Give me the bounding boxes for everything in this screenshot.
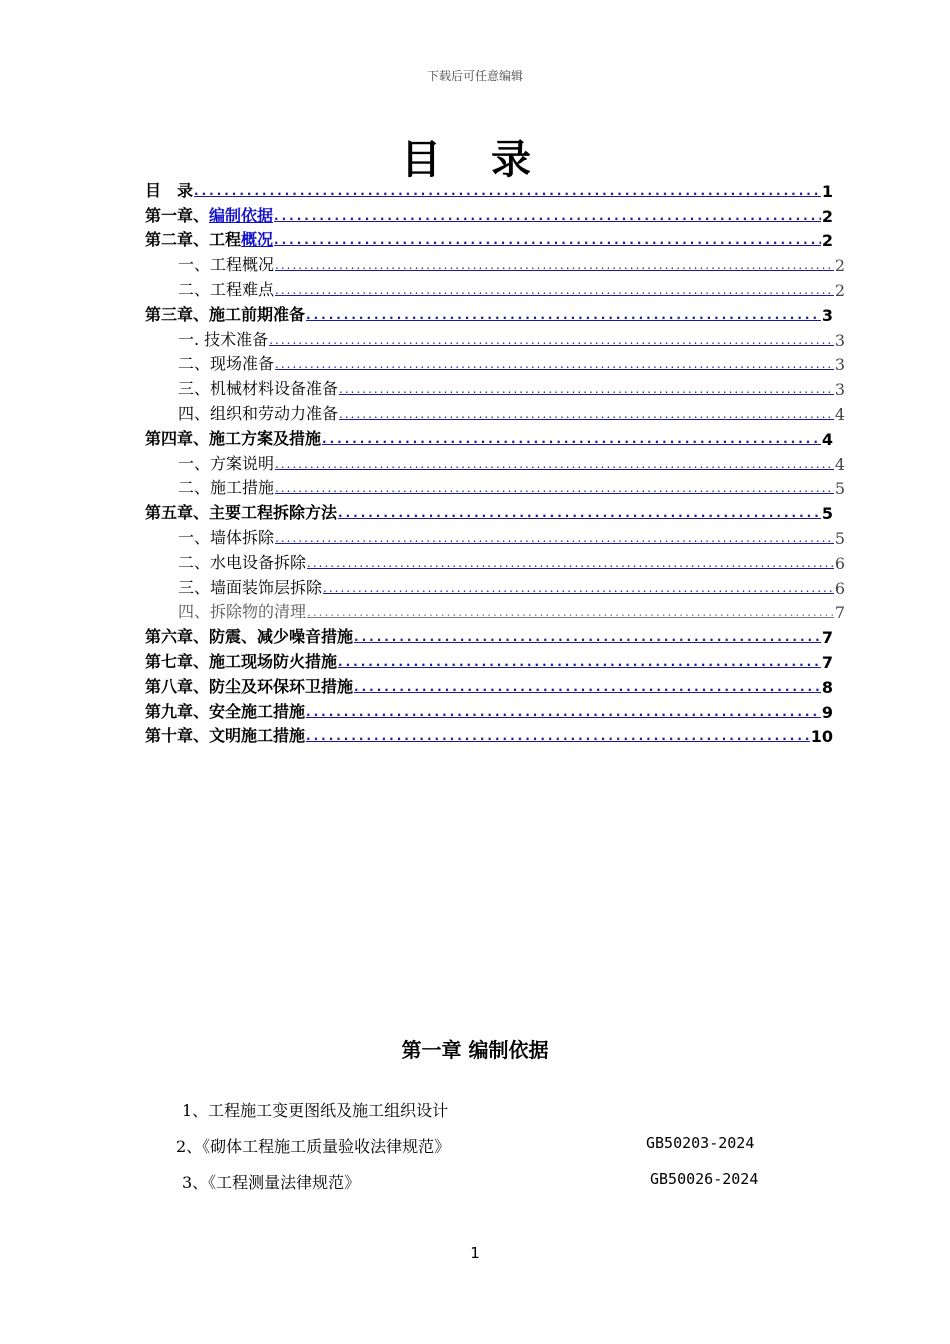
- standard-code: GB50026-2024: [650, 1170, 759, 1188]
- toc-entry-label: [178, 376, 338, 399]
- toc-leader-dots: [275, 455, 834, 470]
- toc-leader-dots: [307, 603, 834, 618]
- toc-leader-dots: [338, 653, 821, 668]
- toc-entry-label: [178, 451, 274, 474]
- toc-entry-label: [145, 500, 337, 523]
- toc-entry-text: 一、方案说明: [178, 453, 275, 473]
- toc-entry-label: [145, 426, 321, 449]
- basis-item-2: [176, 1134, 755, 1157]
- toc-entry-text: 目 录: [145, 180, 194, 200]
- toc-entry-text: 第九章、安全施工措施: [145, 701, 306, 721]
- toc-entry[interactable]: [145, 498, 833, 523]
- toc-entry[interactable]: [145, 573, 845, 598]
- toc-entry-label: [178, 525, 274, 548]
- toc-entry-page: 3: [834, 330, 845, 350]
- toc-entry-text: 第三章、施工前期准备: [145, 304, 306, 324]
- toc-leader-dots: [274, 207, 821, 222]
- toc-entry[interactable]: [145, 201, 833, 226]
- toc-entry-text: 二、工程难点: [178, 279, 275, 299]
- table-of-contents: [145, 176, 845, 746]
- toc-entry-text: 一. 技术准备: [178, 329, 269, 349]
- toc-entry[interactable]: [145, 474, 845, 499]
- toc-entry-text: 三、机械材料设备准备: [178, 379, 339, 399]
- toc-entry[interactable]: [145, 622, 833, 647]
- toc-entry-label: [178, 351, 274, 374]
- toc-entry-label: [145, 624, 353, 647]
- toc-entry[interactable]: [145, 176, 833, 201]
- toc-entry-label: [145, 649, 337, 672]
- toc-entry-page: 3: [821, 305, 833, 325]
- toc-leader-dots: [354, 628, 821, 643]
- toc-entry[interactable]: [145, 672, 833, 697]
- basis-item-text: 3、《工程测量法律规范》: [182, 1173, 361, 1192]
- toc-entry-label: [178, 327, 268, 350]
- toc-leader-dots: [275, 479, 834, 494]
- toc-entry[interactable]: [145, 647, 833, 672]
- toc-entry-text: 一、工程概况: [178, 255, 275, 275]
- toc-entry-label: [178, 599, 306, 622]
- toc-entry-label: [178, 252, 274, 275]
- toc-entry-text: 二、现场准备: [178, 354, 275, 374]
- toc-entry[interactable]: [145, 722, 833, 747]
- toc-entry-label: [145, 723, 305, 746]
- basis-item-text: 1、工程施工变更图纸及施工组织设计: [182, 1101, 449, 1120]
- toc-entry-label: [178, 277, 274, 300]
- toc-entry-label: [178, 401, 338, 424]
- toc-entry-link[interactable]: 概况: [241, 230, 274, 250]
- standard-code: GB50203-2024: [646, 1134, 755, 1152]
- basis-item-1: [182, 1098, 448, 1121]
- toc-entry-label: [145, 227, 273, 250]
- toc-entry[interactable]: [145, 449, 845, 474]
- toc-entry-text: 二、施工措施: [178, 478, 275, 498]
- basis-item-text: 2、《砌体工程施工质量验收法律规范》: [176, 1137, 451, 1156]
- toc-entry-label: [145, 699, 305, 722]
- toc-entry-page: 6: [834, 553, 845, 573]
- toc-leader-dots: [338, 504, 821, 519]
- toc-leader-dots: [322, 430, 821, 445]
- toc-entry[interactable]: [145, 548, 845, 573]
- toc-entry-page: 8: [821, 677, 833, 697]
- toc-entry[interactable]: [145, 300, 833, 325]
- toc-entry[interactable]: [145, 275, 845, 300]
- toc-entry-text: 第五章、主要工程拆除方法: [145, 503, 338, 523]
- toc-entry-text: 四、拆除物的清理: [178, 602, 307, 622]
- toc-leader-dots: [275, 529, 834, 544]
- toc-entry-page: 2: [821, 206, 833, 226]
- toc-leader-dots: [269, 331, 834, 346]
- toc-entry-page: 2: [834, 280, 845, 300]
- toc-entry[interactable]: [145, 598, 845, 623]
- toc-entry-page: 9: [821, 702, 833, 722]
- toc-leader-dots: [354, 678, 821, 693]
- toc-entry-page: 7: [821, 628, 833, 648]
- toc-leader-dots: [339, 405, 834, 420]
- toc-entry[interactable]: [145, 523, 845, 548]
- toc-entry-label: [145, 674, 353, 697]
- toc-entry-label: [178, 550, 306, 573]
- toc-entry[interactable]: [145, 325, 845, 350]
- toc-entry-page: 1: [821, 181, 833, 201]
- toc-entry-label: [145, 178, 193, 201]
- toc-entry-page: 4: [834, 404, 845, 424]
- toc-entry-text: 第六章、防震、减少噪音措施: [145, 627, 354, 647]
- toc-entry-text: 四、组织和劳动力准备: [178, 403, 339, 423]
- toc-entry-page: 7: [834, 603, 845, 623]
- toc-entry-text: 第十章、文明施工措施: [145, 726, 306, 746]
- toc-entry-page: 3: [834, 355, 845, 375]
- toc-leader-dots: [275, 355, 834, 370]
- toc-entry[interactable]: [145, 250, 845, 275]
- toc-entry-page: 7: [821, 652, 833, 672]
- toc-entry[interactable]: [145, 374, 845, 399]
- toc-leader-dots: [307, 554, 834, 569]
- toc-entry-label: [178, 575, 322, 598]
- toc-entry-text: 第七章、施工现场防火措施: [145, 651, 338, 671]
- chapter-heading: 第一章 编制依据: [401, 1038, 549, 1062]
- basis-item-3: [182, 1170, 759, 1193]
- toc-entry[interactable]: [145, 350, 845, 375]
- toc-entry-page: 4: [821, 429, 833, 449]
- toc-leader-dots: [306, 306, 821, 321]
- toc-entry-page: 2: [821, 231, 833, 251]
- toc-leader-dots: [339, 380, 834, 395]
- toc-entry-label: [145, 203, 273, 226]
- toc-leader-dots: [275, 256, 834, 271]
- toc-entry-page: 5: [834, 528, 845, 548]
- toc-entry-link[interactable]: 编制依据: [209, 205, 274, 225]
- toc-entry[interactable]: [145, 697, 833, 722]
- toc-entry-text: 第四章、施工方案及措施: [145, 428, 322, 448]
- page-number: 1: [470, 1244, 480, 1262]
- toc-entry[interactable]: [145, 226, 833, 251]
- toc-entry-text: 第二章、工程: [145, 230, 242, 250]
- toc-entry-text: 二、水电设备拆除: [178, 552, 307, 572]
- toc-entry-label: [178, 475, 274, 498]
- toc-leader-dots: [306, 727, 810, 742]
- toc-entry[interactable]: [145, 399, 845, 424]
- toc-leader-dots: [323, 579, 834, 594]
- toc-entry-text: 第一章、: [145, 205, 210, 225]
- toc-entry-page: 3: [834, 380, 845, 400]
- toc-leader-dots: [275, 281, 834, 296]
- toc-leader-dots: [306, 703, 821, 718]
- toc-entry-text: 第八章、防尘及环保环卫措施: [145, 676, 354, 696]
- header-note: 下载后可任意编辑: [426, 69, 523, 83]
- toc-entry-page: 5: [834, 479, 845, 499]
- toc-entry-page: 5: [821, 504, 833, 524]
- toc-entry-text: 三、墙面装饰层拆除: [178, 577, 323, 597]
- toc-entry[interactable]: [145, 424, 833, 449]
- toc-entry-page: 6: [834, 578, 845, 598]
- toc-entry-page: 2: [834, 256, 845, 276]
- toc-entry-text: 一、墙体拆除: [178, 527, 275, 547]
- toc-entry-page: 4: [834, 454, 845, 474]
- toc-leader-dots: [194, 182, 821, 197]
- toc-entry-page: 10: [810, 727, 833, 747]
- toc-leader-dots: [274, 231, 821, 246]
- toc-entry-label: [145, 302, 305, 325]
- toc-title: 目 录: [401, 137, 549, 183]
